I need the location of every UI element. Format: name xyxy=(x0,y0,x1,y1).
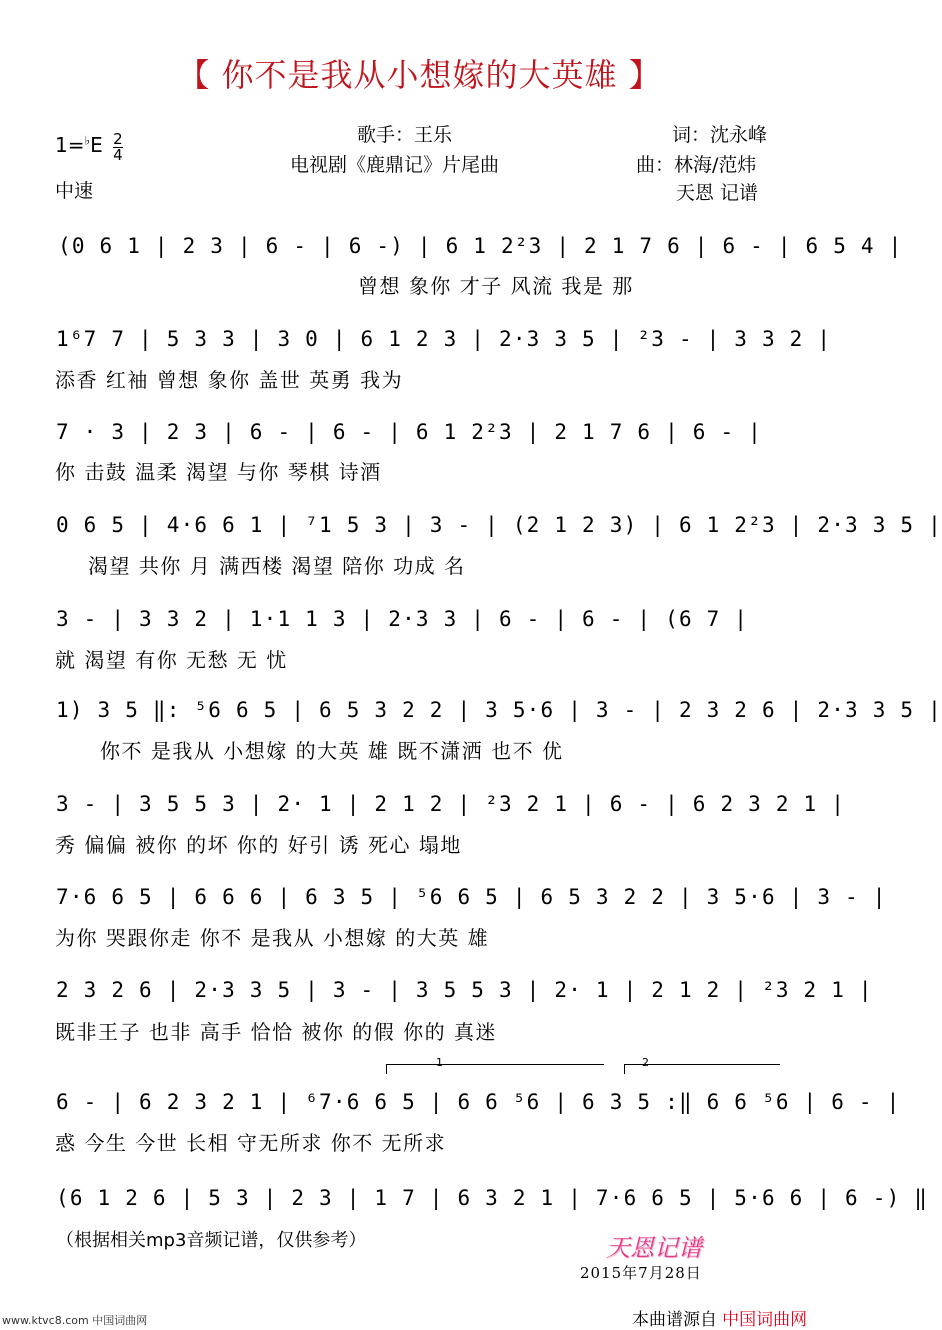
lyric-line-3: 你 击鼓 温柔 渴望 与你 琴棋 诗酒 xyxy=(55,460,382,484)
volta-first xyxy=(386,1064,604,1065)
page-title: 【 你不是我从小想嫁的大英雄 】 xyxy=(177,56,662,94)
transcriber-stamp: 天恩记谱 xyxy=(606,1234,702,1262)
lyricist: 词：沈永峰 xyxy=(672,124,768,146)
volta-second-label: 2 xyxy=(642,1056,649,1069)
singer: 歌手：王乐 xyxy=(357,124,453,146)
footer-source-label: 本曲谱源自 xyxy=(632,1310,717,1330)
score-line-9: 2 3 2 6 | 2·3 3 5 | 3 - | 3 5 5 3 | 2· 1 | 2 1 2 | ²3 2 1 | xyxy=(56,978,873,1002)
lyric-line-7: 秀 偏偏 被你 的坏 你的 好引 诱 死心 塌地 xyxy=(55,833,462,857)
lyric-line-10: 惑 今生 今世 长相 守无所求 你不 无所求 xyxy=(55,1131,447,1155)
transcription-date: 2015年7月28日 xyxy=(580,1264,702,1282)
score-line-4: 0 6 5 | 4·6 6 1 | ⁷1 5 3 | 3 - | (2 1 2 3) | 6 1 2²3 | 2·3 3 5 | xyxy=(56,513,942,537)
score-line-2: 1⁶7 7 | 5 3 3 | 3 0 | 6 1 2 3 | 2·3 3 5 | ²3 - | 3 3 2 | xyxy=(56,327,832,351)
song-source: 电视剧《鹿鼎记》片尾曲 xyxy=(290,154,500,176)
key-flat: ♭ xyxy=(84,133,91,148)
key-signature xyxy=(55,132,123,163)
key-note: E xyxy=(90,133,103,157)
transcription-note: （根据相关mp3音频记谱，仅供参考） xyxy=(56,1230,367,1251)
footer-source-site: 中国词曲网 xyxy=(722,1310,808,1330)
footer-site-left: www.ktvc8.com 中国词曲网 xyxy=(2,1314,148,1327)
lyric-line-1: 曾想 象你 才子 风流 我是 那 xyxy=(358,274,634,298)
key-prefix: 1= xyxy=(55,133,85,157)
volta-first-label: 1 xyxy=(436,1056,443,1069)
composer: 曲：林海/范炜 xyxy=(636,154,757,176)
lyric-line-6: 你不 是我从 小想嫁 的大英 雄 既不潇洒 也不 优 xyxy=(100,739,564,763)
score-line-10: 6 - | 6 2 3 2 1 | ⁶7·6 6 5 | 6 6 ⁵6 | 6 3 5 :‖ 6 6 ⁵6 | 6 - | xyxy=(56,1090,901,1114)
score-line-5: 3 - | 3 3 2 | 1·1 1 3 | 2·3 3 | 6 - | 6 - | (6 7 | xyxy=(56,607,749,631)
score-line-6: 1) 3 5 ‖: ⁵6 6 5 | 6 5 3 2 2 | 3 5·6 | 3 - | 2 3 2 6 | 2·3 3 5 | xyxy=(56,698,942,722)
lyric-line-5: 就 渴望 有你 无愁 无 忧 xyxy=(55,648,288,672)
volta-first-tick xyxy=(386,1064,387,1074)
tempo: 中速 xyxy=(55,180,94,202)
lyric-line-2: 添香 红袖 曾想 象你 盖世 英勇 我为 xyxy=(55,368,404,392)
lyric-line-4: 渴望 共你 月 满西楼 渴望 陪你 功成 名 xyxy=(88,554,466,578)
transcriber: 天恩 记谱 xyxy=(676,182,759,204)
score-line-3: 7 · 3 | 2 3 | 6 - | 6 - | 6 1 2²3 | 2 1 7 6 | 6 - | xyxy=(56,420,762,444)
score-line-11: (6 1 2 6 | 5 3 | 2 3 | 1 7 | 6 3 2 1 | 7·6 6 5 | 5·6 6 | 6 -) ‖ xyxy=(56,1186,929,1210)
lyric-line-8: 为你 哭跟你走 你不 是我从 小想嫁 的大英 雄 xyxy=(55,926,490,950)
time-bottom: 4 xyxy=(113,146,123,164)
time-signature xyxy=(113,132,123,163)
score-line-7: 3 - | 3 5 5 3 | 2· 1 | 2 1 2 | ²3 2 1 | 6 - | 6 2 3 2 1 | xyxy=(56,792,846,816)
footer-source xyxy=(632,1305,807,1330)
time-top: 2 xyxy=(113,130,123,148)
score-line-1: (0 6 1 | 2 3 | 6 - | 6 -) | 6 1 2²3 | 2 1 7 6 | 6 - | 6 5 4 | xyxy=(58,234,903,258)
lyric-line-9: 既非王子 也非 高手 恰恰 被你 的假 你的 真迷 xyxy=(55,1020,498,1044)
score-line-8: 7·6 6 5 | 6 6 6 | 6 3 5 | ⁵6 6 5 | 6 5 3 2 2 | 3 5·6 | 3 - | xyxy=(56,885,887,909)
volta-second-tick xyxy=(624,1064,625,1074)
